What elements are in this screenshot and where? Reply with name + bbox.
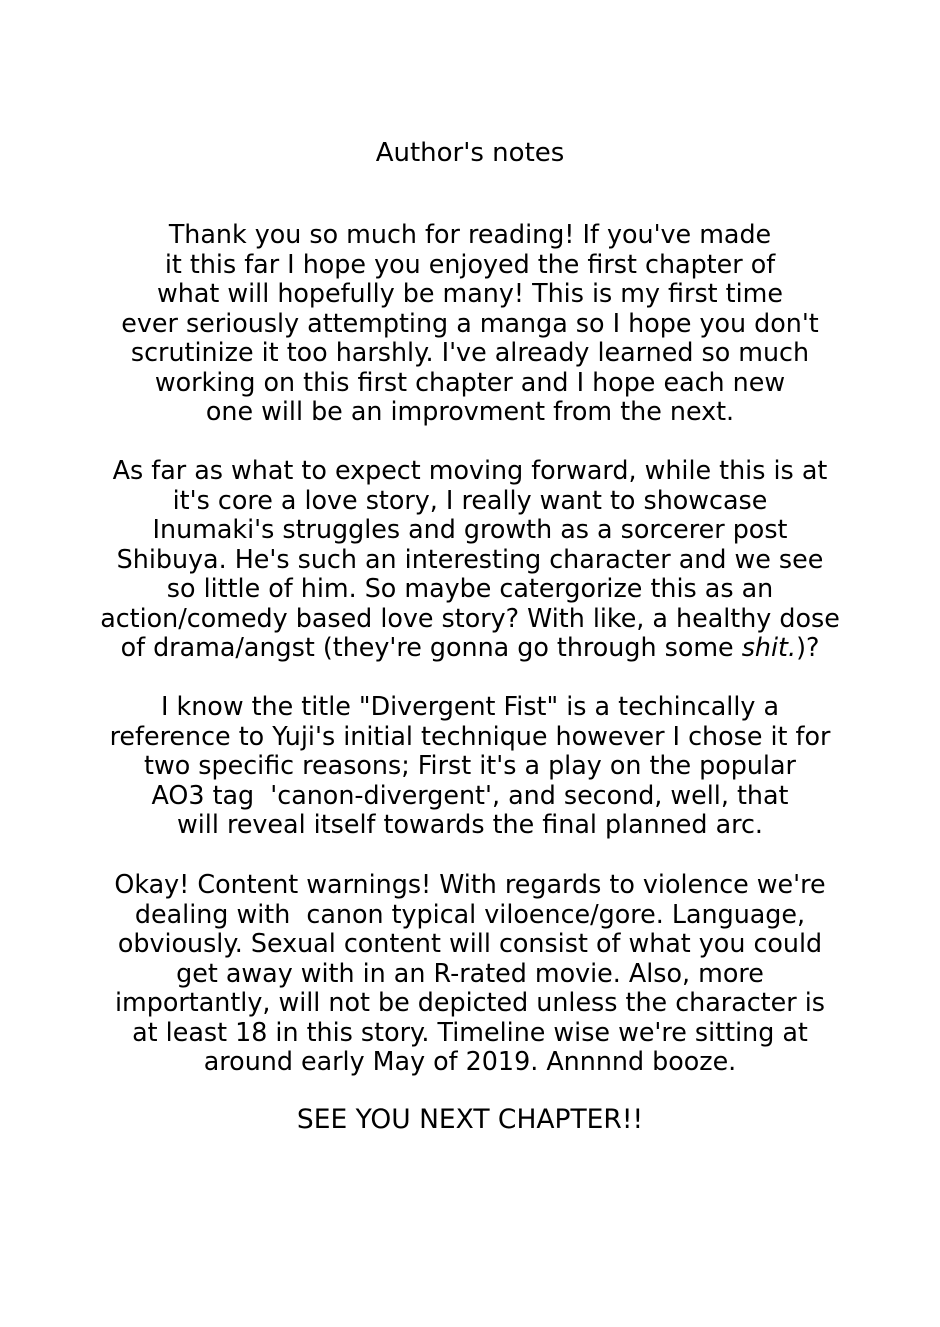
text-line: at least 18 in this story. Timeline wise we're sitting at	[132, 1016, 808, 1047]
text-line: Inumaki's struggles and growth as a sorcerer post	[152, 514, 788, 544]
emphasized-text: shit.	[741, 632, 797, 662]
text-line: scrutinize it too harshly. I've already learned so much	[130, 337, 810, 367]
text-line: I know the title "Divergent Fist" is a techincally a	[161, 691, 779, 721]
text-line	[0, 633, 940, 663]
text-line: what will hopefully be many! This is my first time	[157, 278, 783, 308]
text-line: importantly, will not be depicted unless the character is	[115, 987, 825, 1017]
text-line: Okay! Content warnings! With regards to violence we're	[114, 869, 826, 899]
text-line: it this far I hope you enjoyed the first chapter of	[164, 248, 776, 279]
text-line: Thank you so much for reading! If you've made	[168, 219, 772, 249]
text-line: dealing with canon typical viloence/gore. Language,	[134, 898, 806, 929]
text-line: obviously. Sexual content will consist of what you could	[117, 928, 823, 958]
text-line: get away with in an R-rated movie. Also, more	[176, 957, 764, 988]
text-line: AO3 tag 'canon-divergent', and second, well, that	[151, 779, 789, 810]
paragraph-content-warnings	[0, 870, 940, 1077]
paragraph-thanks	[0, 220, 940, 427]
text-line: As far as what to expect moving forward, while this is at	[112, 455, 828, 485]
text-line: reference to Yuji's initial technique however I chose it for	[109, 720, 831, 751]
closing-line: SEE YOU NEXT CHAPTER!!	[296, 1104, 644, 1135]
text-line: two specific reasons; First it's a play on the popular	[144, 750, 796, 780]
text-line: so little of him. So maybe catergorize this as an	[166, 573, 774, 603]
text-line: Shibuya. He's such an interesting character and we see	[116, 543, 824, 574]
text-line: will reveal itself towards the final planned arc.	[177, 809, 763, 839]
text-segment: of drama/angst (they're gonna go through some	[120, 632, 742, 662]
text-line: one will be an improvment from the next.	[205, 396, 735, 426]
text-segment: )?	[796, 632, 820, 662]
text-line: ever seriously attempting a manga so I hope you don't	[121, 307, 819, 338]
text-line: it's core a love story, I really want to showcase	[172, 484, 768, 515]
paragraph-title-explanation	[0, 692, 940, 840]
text-line: action/comedy based love story? With like, a healthy dose	[100, 602, 840, 633]
text-line: working on this first chapter and I hope each new	[154, 366, 786, 397]
text-line: around early May of 2019. Annnnd booze.	[203, 1046, 737, 1076]
paragraph-expectations	[0, 456, 940, 663]
page-title: Author's notes	[375, 138, 565, 168]
